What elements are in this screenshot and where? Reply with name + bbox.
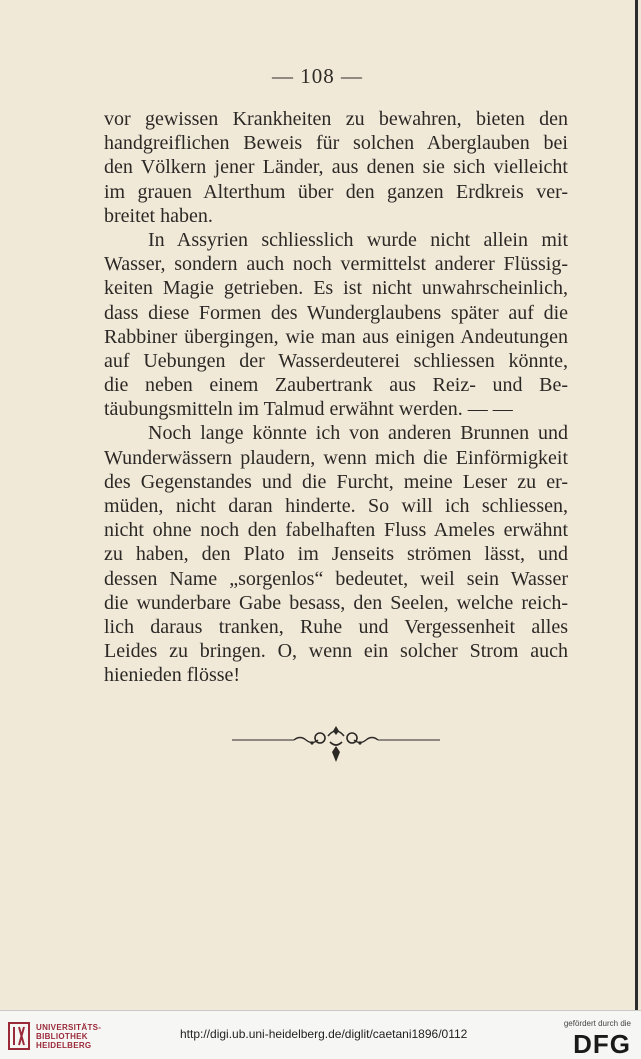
text-line: nicht ohne noch den fabelhaften Fluss Ameles erwähnt	[104, 519, 568, 542]
text-line: auf Uebungen der Wasserdeuterei schliessen könnte,	[104, 349, 568, 372]
text-line: vor gewissen Krankheiten zu bewahren, bieten den	[104, 108, 568, 130]
ornament-divider	[232, 724, 440, 770]
permalink-url[interactable]: http://digi.ub.uni-heidelberg.de/diglit/caetani1896/0112	[180, 1027, 468, 1041]
body-text	[104, 107, 568, 688]
text-line: dass diese Formen des Wunderglaubens später auf die	[104, 301, 568, 324]
text-line: dessen Name „sorgenlos“ bedeutet, weil sein Wasser	[104, 567, 568, 590]
text-line: Noch lange könnte ich von anderen Brunnen und	[148, 422, 568, 445]
library-logo-text	[36, 1023, 101, 1050]
logo-line: HEIDELBERG	[36, 1041, 92, 1050]
text-line: müden, nicht daran hinderte. So will ich schliessen,	[104, 495, 568, 517]
text-line: im grauen Alterthum über den ganzen Erdkreis ver-	[104, 180, 568, 203]
text-line: keiten Magie getrieben. Es ist nicht unwahrscheinlich,	[104, 277, 568, 300]
university-library-logo	[8, 1019, 148, 1053]
text-line: breitet haben.	[104, 204, 213, 227]
text-line: des Gegenstandes und die Furcht, meine Leser zu er-	[104, 470, 568, 493]
text-line: Leides zu bringen. O, wenn ein solcher Strom auch	[104, 640, 568, 663]
text-line: die neben einem Zaubertrank aus Reiz- und Be-	[104, 374, 568, 397]
library-logo-icon	[8, 1021, 30, 1051]
text-line: täubungsmitteln im Talmud erwähnt werden. — —	[104, 398, 513, 421]
text-line: handgreiflichen Beweis für solchen Aberglauben bei	[104, 132, 568, 155]
logo-line: BIBLIOTHEK	[36, 1032, 88, 1041]
text-line: lich daraus tranken, Ruhe und Vergessenheit alles	[104, 615, 568, 638]
text-line: die wunderbare Gabe besass, den Seelen, welche reich-	[104, 591, 568, 614]
text-line: In Assyrien schliesslich wurde nicht allein mit	[148, 228, 568, 251]
dfg-logo: DFG	[573, 1029, 631, 1059]
text-line: zu haben, den Plato im Jenseits strömen lässt, und	[104, 543, 568, 566]
text-line: den Völkern jener Länder, aus denen sie sich vielleicht	[104, 156, 568, 179]
logo-line: UNIVERSITÄTS-	[36, 1023, 102, 1032]
dfg-caption: gefördert durch die	[563, 1019, 631, 1028]
text-line: Wasser, sondern auch noch vermittelst anderer Flüssig-	[104, 253, 568, 276]
page-number: — 108 —	[272, 64, 363, 88]
text-line: Rabbiner übergingen, wie man aus einigen Andeutungen	[104, 325, 568, 348]
text-line: hienieden flösse!	[104, 664, 241, 687]
text-line: Wunderwässern plaudern, wenn mich die Einförmigkeit	[104, 446, 568, 469]
footer-bar	[0, 1010, 641, 1059]
